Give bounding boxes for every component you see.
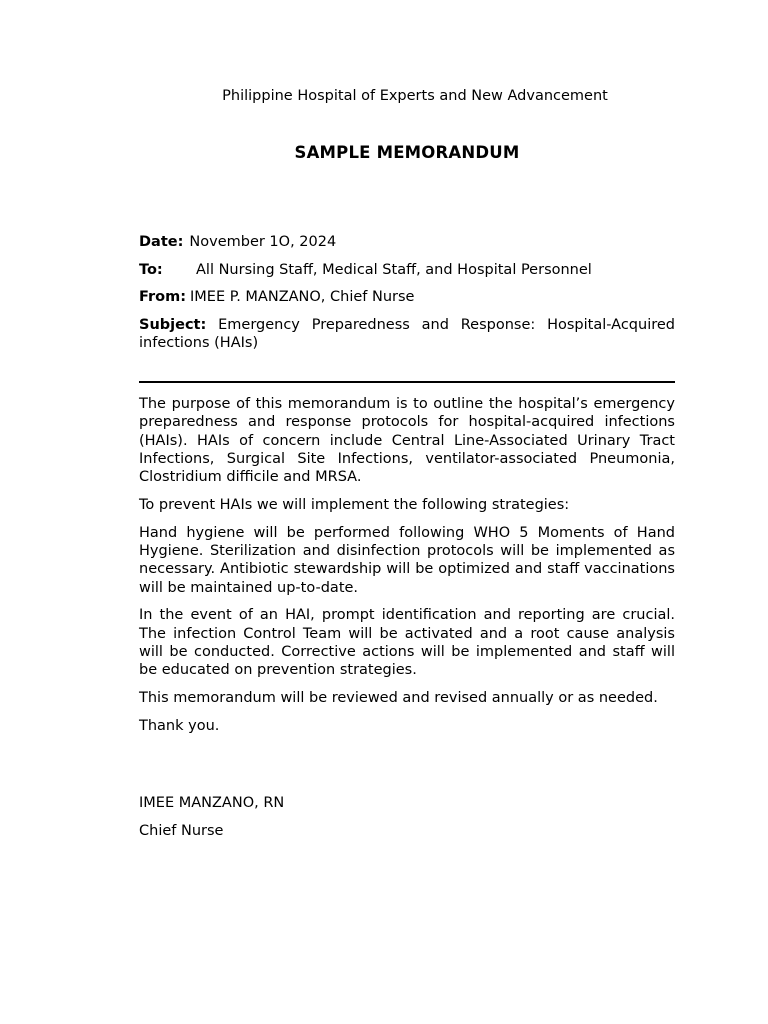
from-label: From: bbox=[139, 289, 186, 305]
body-paragraph: To prevent HAIs we will implement the following strategies: bbox=[139, 496, 570, 513]
header-divider bbox=[139, 381, 675, 383]
body-paragraph: In the event of an HAI, prompt identification and reporting are crucial. The infection Control Team will be activated and a root cause analysis will be conducted. Corrective actions will be implemented and staff will be educated on prevention strategies. bbox=[139, 607, 675, 679]
to-label: To: bbox=[139, 261, 163, 278]
memo-title: SAMPLE MEMORANDUM bbox=[294, 143, 520, 162]
from-value: IMEE P. MANZANO, Chief Nurse bbox=[190, 289, 415, 305]
signature-block bbox=[139, 794, 675, 849]
memo-body bbox=[139, 395, 675, 735]
to-row bbox=[139, 261, 675, 280]
body-paragraph: This memorandum will be reviewed and revised annually or as needed. bbox=[139, 690, 658, 707]
date-value: November 1O, 2024 bbox=[189, 234, 337, 250]
organization-name: Philippine Hospital of Experts and New Advancement bbox=[222, 88, 608, 104]
signatory-position: Chief Nurse bbox=[139, 822, 224, 839]
from-row bbox=[139, 288, 675, 307]
to-value: All Nursing Staff, Medical Staff, and Hospital Personnel bbox=[196, 261, 592, 278]
subject-label: Subject: bbox=[139, 316, 207, 333]
subject-row bbox=[139, 316, 675, 353]
date-label: Date: bbox=[139, 234, 184, 250]
date-row bbox=[139, 233, 675, 252]
subject-value: Emergency Preparedness and Response: Hospital-Acquired infections (HAIs) bbox=[139, 316, 676, 351]
memo-page bbox=[139, 0, 675, 1024]
memo-header bbox=[139, 233, 675, 362]
signatory-name: IMEE MANZANO, RN bbox=[139, 795, 285, 811]
closing-line: Thank you. bbox=[139, 717, 220, 734]
body-paragraph: The purpose of this memorandum is to outline the hospital’s emergency preparedness and response protocols for hospital-acquired infections (HAIs). HAIs of concern include Central Line-Associated Urinary Tract Infections, Surgical Site Infections, ventilator-associated Pneumonia, Clostridium difficile and MRSA. bbox=[139, 396, 675, 486]
body-paragraph: Hand hygiene will be performed following WHO 5 Moments of Hand Hygiene. Sterilization and disinfection protocols will be implemented as necessary. Antibiotic stewardship will be optimized and staff vaccinations will be maintained up-to-date. bbox=[139, 524, 675, 596]
